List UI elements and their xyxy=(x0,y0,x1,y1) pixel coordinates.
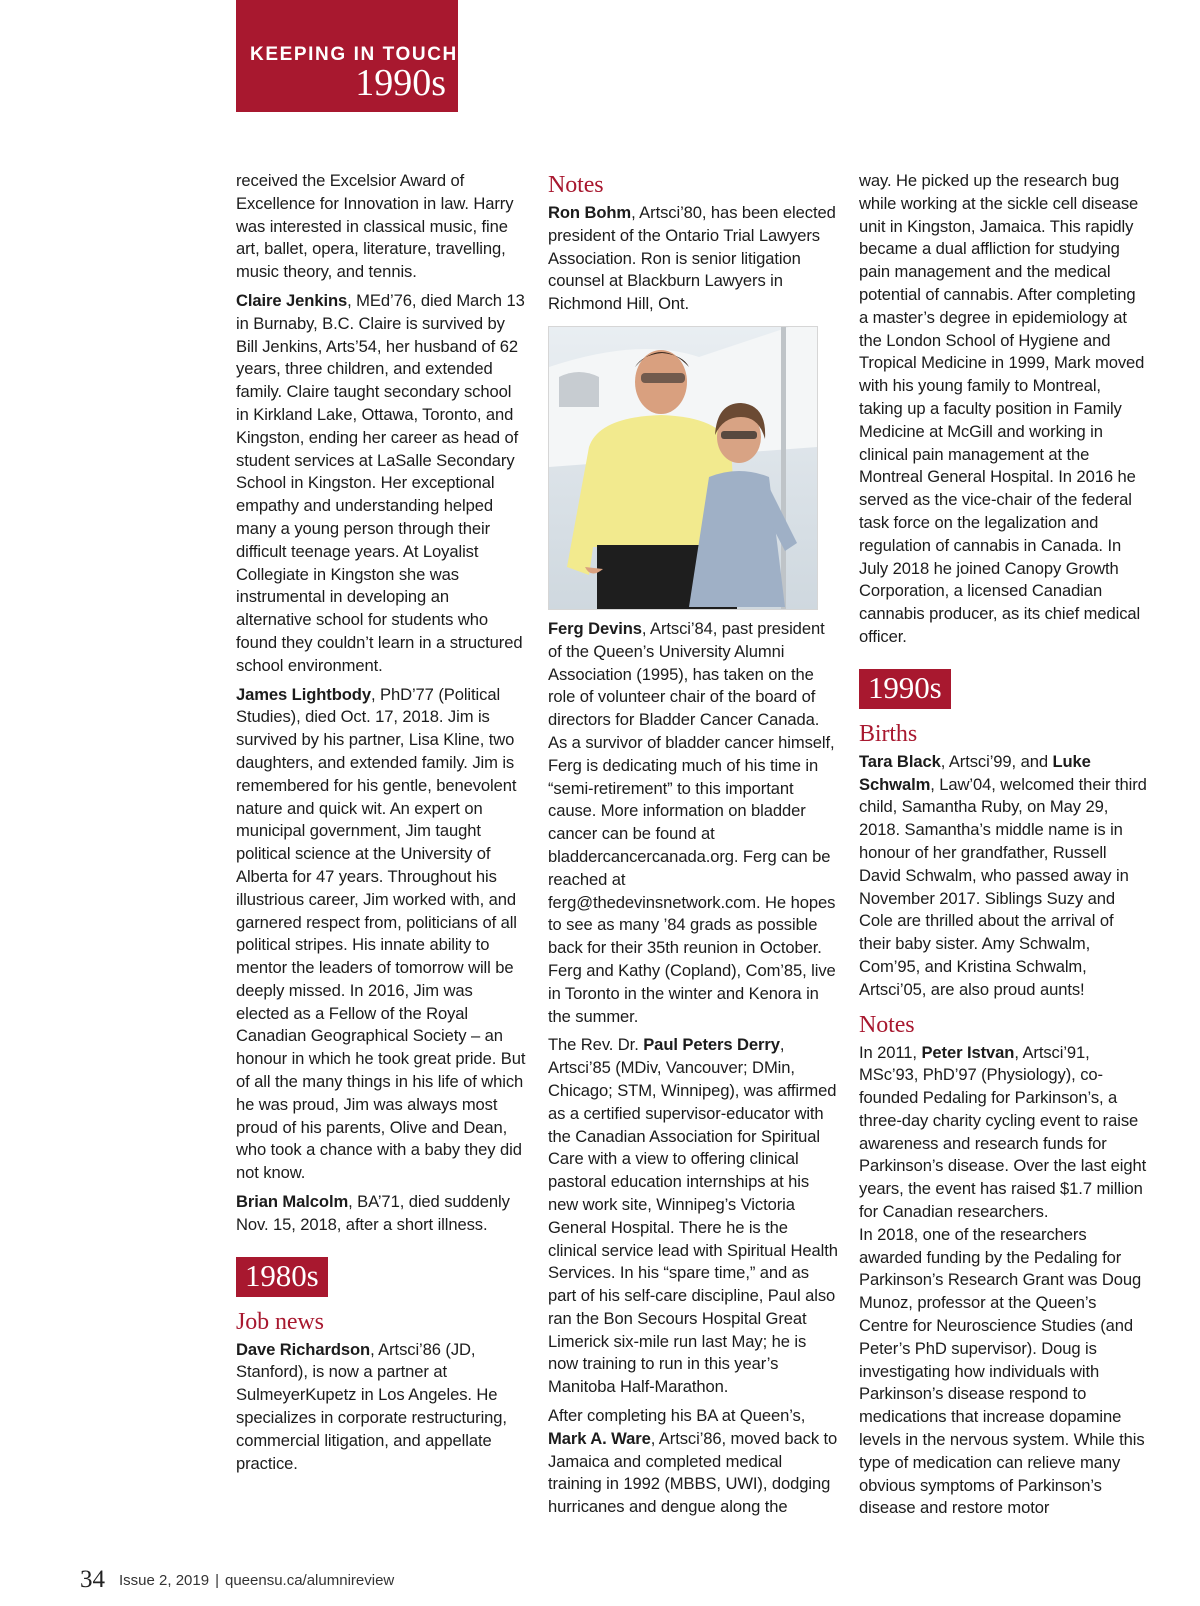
person-name: Mark A. Ware xyxy=(548,1428,651,1448)
paragraph: The Rev. Dr. Paul Peters Derry, Artsci’85 (MDiv, Vancouver; DMin, Chicago; STM, Winnipeg), was affirmed as a certified supervisor-educator with the Canadian Association for Spiritual Care with a view to offering clinical pastoral education internships at his new work site, Winnipeg’s Victoria General Hospital. There he is the clinical service lead with Spiritual Health Services. In his “spare time,” and as part of his self-care discipline, Paul also ran the Bon Secours Hospital Great Limerick six-mile run last May; he is now training to run in this year’s Manitoba Half-Marathon. xyxy=(548,1035,838,1397)
person-name: Dave Richardson xyxy=(236,1339,371,1359)
person-name: Paul Peters Derry xyxy=(643,1035,780,1055)
paragraph: Ferg Devins, Artsci’84, past president of the Queen’s University Alumni Association (1995), has taken on the role of volunteer chair of the board of directors for Bladder Cancer Canada. As a survivor of bladder cancer himself, Ferg is dedicating much of his time in “semi-retirement” to this important cause. More information on bladder cancer can be found at bladdercancercanada.org. Ferg can be reached at ferg@thedevinsnetwork.com. He hopes to see as many ’84 grads as possible back for their 35th reunion in October. Ferg and Kathy (Copland), Com’85, live in Toronto in the winter and Kenora in the summer. xyxy=(548,618,836,1026)
issue-label: Issue 2, 2019 xyxy=(119,1572,210,1589)
paragraph: In 2018, one of the researchers awarded funding by the Pedaling for Parkinson’s Research Grant was Doug Munoz, professor at the Queen’s Centre for Neuroscience Studies (and Peter’s PhD supervisor). Doug is investigating how individuals with Parkinson’s disease respond to medications that increase dopamine levels in the nervous system. While this type of medication can relieve many obvious symptoms of Parkinson’s disease and restore motor xyxy=(859,1224,1145,1518)
section-heading: Notes xyxy=(859,1011,915,1038)
column-2 xyxy=(548,170,838,1525)
paragraph: Ron Bohm, Artsci’80, has been elected president of the Ontario Trial Lawyers Association. Ron is senior litigation counsel at Blackburn Lawyers in Richmond Hill, Ont. xyxy=(548,203,836,314)
column-1 xyxy=(236,170,528,1481)
person-name: Claire Jenkins xyxy=(236,290,348,310)
person-name: Brian Malcolm xyxy=(236,1192,349,1212)
section-heading: Job news xyxy=(236,1308,324,1335)
paragraph: received the Excelsior Award of Excellence for Innovation in law. Harry was interested in classical music, fine art, ballet, opera, literature, travelling, music theory, and tennis. xyxy=(236,171,514,282)
section-header xyxy=(236,0,458,112)
section-decade: 1990s xyxy=(355,62,446,104)
paragraph: In 2011, Peter Istvan, Artsci’91, MSc’93, PhD’97 (Physiology), co-founded Pedaling for Parkinson’s, a three-day charity cycling event to raise awareness and research funds for Parkinson’s disease. Over the last eight years, the event has raised $1.7 million for Canadian researchers. xyxy=(859,1042,1147,1222)
page-footer xyxy=(80,1566,394,1594)
person-name: Tara Black xyxy=(859,751,941,771)
person-name: James Lightbody xyxy=(236,684,371,704)
paragraph: Claire Jenkins, MEd’76, died March 13 in Burnaby, B.C. Claire is survived by Bill Jenkins, Arts’54, her husband of 62 years, three children, and extended family. Claire taught secondary school in Kirkland Lake, Ottawa, Toronto, and Kingston, ending her career as head of student services at LaSalle Secondary School in Kingston. Her exceptional empathy and understanding helped many a young person through their difficult teenage years. At Loyalist Collegiate in Kingston she was instrumental in developing an alternative school for students who found they couldn’t learn in a structured school environment. xyxy=(236,290,525,675)
decade-tag: 1980s xyxy=(236,1257,328,1297)
paragraph: Brian Malcolm, BA’71, died suddenly Nov. 15, 2018, after a short illness. xyxy=(236,1192,510,1234)
section-kicker: KEEPING IN TOUCH xyxy=(250,44,458,65)
page-number: 34 xyxy=(80,1566,105,1593)
decade-tag: 1990s xyxy=(859,669,951,709)
paragraph: James Lightbody, PhD’77 (Political Studies), died Oct. 17, 2018. Jim is survived by his partner, Lisa Kline, two daughters, and extended family. Jim is remembered for his gentle, benevolent nature and quick wit. An expert on municipal government, Jim taught political science at the University of Alberta for 47 years. Throughout his illustrious career, Jim worked with, and garnered respect from, politicians of all political stripes. His innate ability to mentor the leaders of tomorrow will be deeply missed. In 2016, Jim was elected as a Fellow of the Royal Canadian Geographical Society – an honour in which he took great pride. But of all the many things in his life of which he was proud, Jim was always most proud of his parents, Olive and Dean, who took a chance with a baby they did not know. xyxy=(236,684,526,1183)
footer-url: queensu.ca/alumnireview xyxy=(224,1572,395,1589)
paragraph: Tara Black, Artsci’99, and Luke Schwalm, Law’04, welcomed their third child, Samantha Ruby, on May 29, 2018. Samantha’s middle name is in honour of her grandfather, Russell David Schwalm, who passed away in November 2017. Siblings Suzy and Cole are thrilled about the arrival of their baby sister. Amy Schwalm, Com’95, and Kristina Schwalm, Artsci’05, are also proud aunts! xyxy=(859,751,1147,999)
person-name: Ferg Devins xyxy=(548,618,642,638)
column-3 xyxy=(859,170,1149,1526)
photo xyxy=(548,326,818,610)
person-name: Luke Schwalm xyxy=(859,751,1091,794)
section-heading: Notes xyxy=(548,172,604,198)
person-name: Ron Bohm xyxy=(548,203,632,222)
person-name: Peter Istvan xyxy=(921,1042,1015,1062)
section-heading: Births xyxy=(859,720,918,747)
paragraph: Dave Richardson, Artsci’86 (JD, Stanford), is now a partner at SulmeyerKupetz in Los Angeles. He specializes in corporate restructuring, commercial litigation, and appellate practice. xyxy=(236,1339,507,1473)
paragraph: way. He picked up the research bug while working at the sickle cell disease unit in Kingston, Jamaica. This rapidly became a dual affliction for studying pain management and the medical potential of cannabis. After completing a master’s degree in epidemiology at the London School of Hygiene and Tropical Medicine in 1999, Mark moved with his young family to Montreal, taking up a faculty position in Family Medicine at McGill and working in clinical pain management at the Montreal General Hospital. In 2016 he served as the vice-chair of the federal task force on the legalization and regulation of cannabis in Canada. In July 2018 he joined Canopy Growth Corporation, a licensed Canadian cannabis producer, as its chief medical officer. xyxy=(859,171,1145,646)
paragraph: After completing his BA at Queen’s, Mark A. Ware, Artsci’86, moved back to Jamaica and completed medical training in 1992 (MBBS, UWI), dodging hurricanes and dengue along the xyxy=(548,1406,838,1517)
footer-separator: | xyxy=(215,1572,219,1589)
